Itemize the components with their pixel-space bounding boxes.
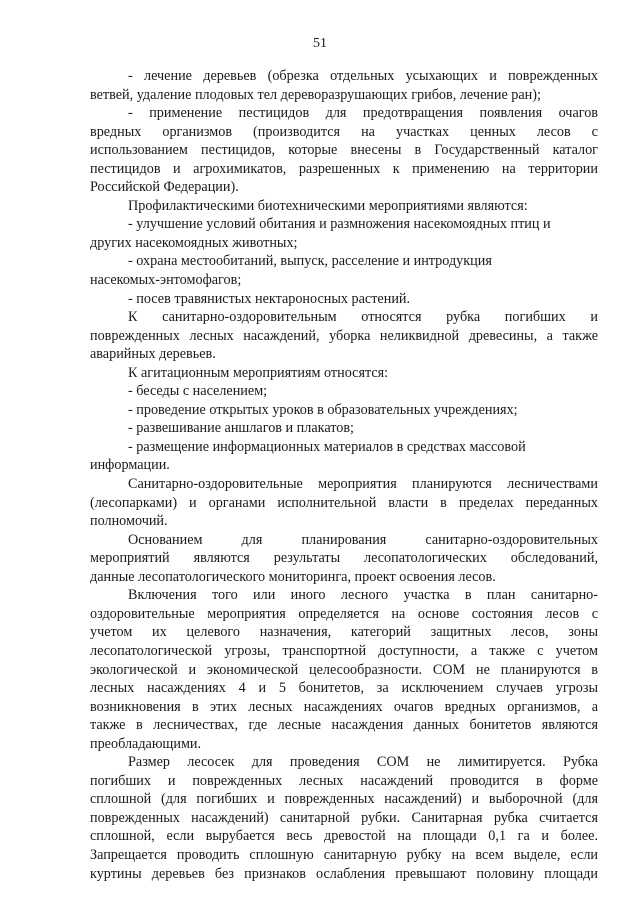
text-line: мероприятий являются результаты лесопатологических обследований, (90, 550, 598, 567)
text-line: информации. (90, 457, 170, 474)
text-line: данные лесопатологического мониторинга, проект освоения лесов. (90, 568, 496, 585)
text-line: полномочий. (90, 513, 168, 530)
text-line: учетом их целевого назначения, категорий защитных лесов, зоны (90, 624, 598, 641)
text-line: преобладающими. (90, 735, 202, 752)
text-line: - развешивание аншлагов и плакатов; (128, 420, 354, 437)
text-line: вредных организмов (производится на участках ценных лесов с (90, 123, 598, 140)
text-line: оздоровительные мероприятия определяется на основе состояния лесов с (90, 605, 598, 622)
text-line: Основанием для планирования санитарно-оздоровительных (128, 531, 598, 548)
text-line: Санитарно-оздоровительные мероприятия планируются лесничествами (128, 476, 598, 493)
text-line: сплошной, если вырубается весь древостой на площади 0,1 га и более. (90, 828, 598, 845)
text-line: куртины деревьев без признаков ослабления превышают половину площади (90, 865, 598, 882)
text-line: погибших и поврежденных лесных насаждений проводится в форме (90, 772, 598, 789)
text-line: Российской Федерации). (90, 179, 239, 196)
text-line: также в лесничествах, где лесные насаждения данных бонитетов являются (90, 717, 598, 734)
text-line: - размещение информационных материалов в средствах массовой (128, 438, 526, 455)
text-line: - улучшение условий обитания и размножения насекомоядных птиц и (128, 216, 551, 233)
text-line: К санитарно-оздоровительным относятся рубка погибших и (128, 309, 598, 326)
text-line: - посев травянистых нектароносных растений. (128, 290, 411, 307)
text-line: (лесопарками) и органами исполнительной власти в пределах переданных (90, 494, 598, 511)
text-line: - применение пестицидов для предотвращения появления очагов (128, 105, 598, 122)
text-line: пестицидов и агрохимикатов, разрешенных к применению на территории (90, 160, 598, 177)
text-line: - проведение открытых уроков в образовательных учреждениях; (128, 401, 518, 418)
text-line: поврежденных насаждений) санитарной рубки. Санитарная рубка считается (90, 809, 598, 826)
text-line: лесных насаждениях 4 и 5 бонитетов, за исключением случаев угрозы (90, 680, 598, 697)
text-line: насекомых-энтомофагов; (90, 272, 242, 289)
text-line: Включения того или иного лесного участка в план санитарно- (128, 587, 598, 604)
text-line: - охрана местообитаний, выпуск, расселение и интродукция (128, 253, 492, 270)
text-line: - беседы с населением; (128, 383, 268, 400)
document-body (90, 67, 598, 883)
text-line: экологической и экономической целесообразности. СОМ не планируются в (90, 661, 598, 678)
text-line: лесопатологической угрозы, транспортной доступности, а также с учетом (90, 642, 598, 659)
text-line: аварийных деревьев. (90, 346, 216, 363)
page-number: 51 (313, 36, 327, 51)
text-line: сплошной (для погибших и поврежденных насаждений) и выборочной (для (90, 791, 598, 808)
text-line: К агитационным мероприятиям относятся: (128, 364, 389, 381)
text-line: поврежденных лесных насаждений, уборка неликвидной древесины, а также (90, 327, 598, 344)
text-line: других насекомоядных животных; (90, 234, 298, 251)
text-line: Профилактическими биотехническими мероприятиями являются: (128, 197, 528, 214)
text-line: Запрещается проводить сплошную санитарную рубку на всем выделе, если (90, 846, 598, 863)
text-line: Размер лесосек для проведения СОМ не лимитируется. Рубка (128, 754, 598, 771)
text-line: использованием пестицидов, которые внесены в Государственный каталог (90, 142, 598, 159)
text-line: ветвей, удаление плодовых тел дереворазрушающих грибов, лечение ран); (90, 86, 541, 103)
text-line: - лечение деревьев (обрезка отдельных усыхающих и поврежденных (128, 68, 598, 84)
text-line: возникновения в этих лесных насаждениях очагов вредных организмов, а (90, 698, 598, 715)
